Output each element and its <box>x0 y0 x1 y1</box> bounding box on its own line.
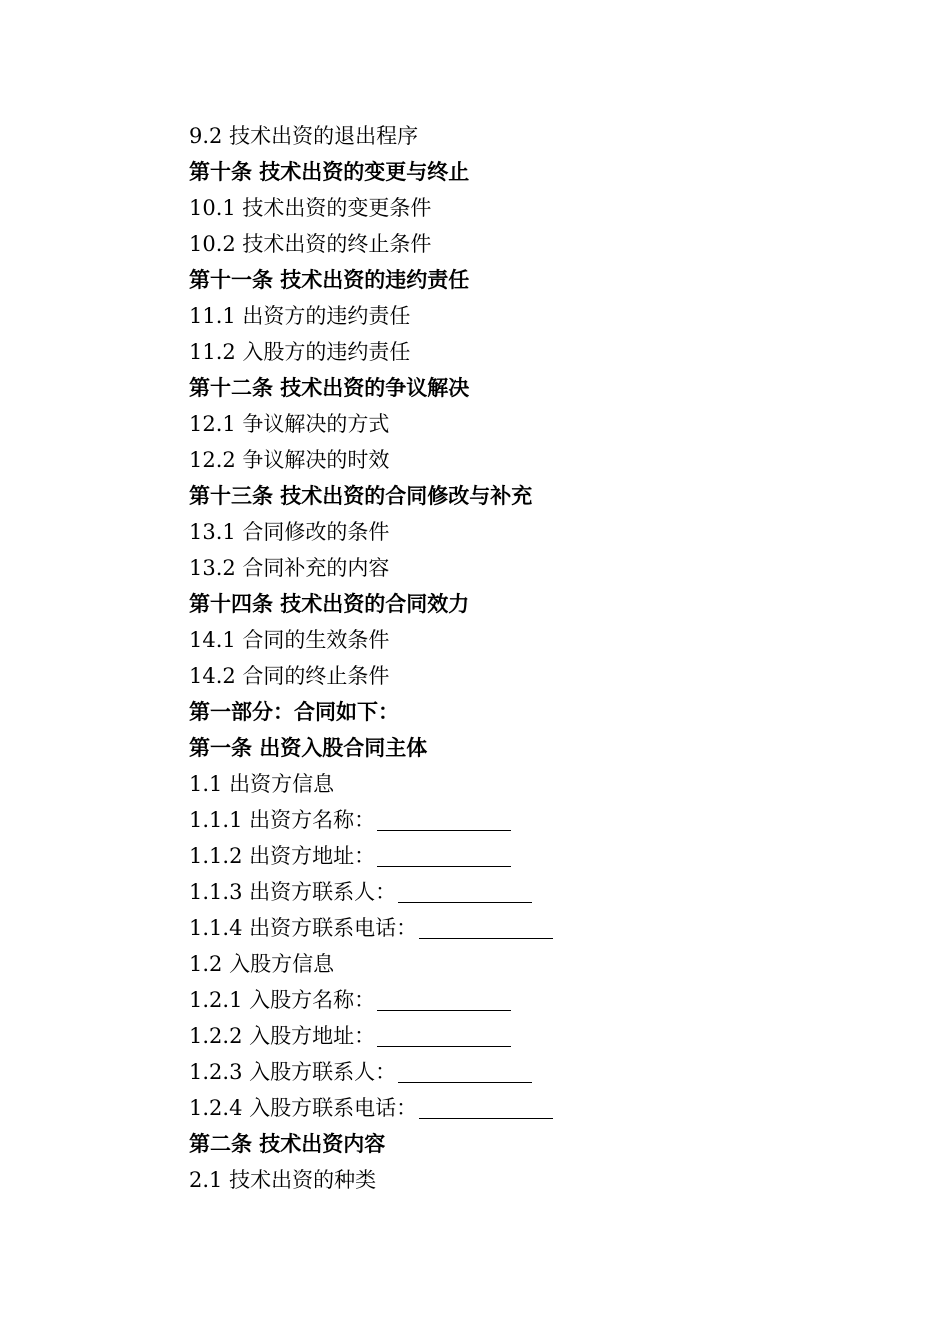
clause-text: 1.1.1 出资方名称： <box>189 808 376 832</box>
clause-text: 14.2 合同的终止条件 <box>189 664 390 688</box>
form-field-line <box>189 1054 889 1090</box>
clause-line <box>189 658 889 694</box>
clause-text: 12.2 争议解决的时效 <box>189 448 390 472</box>
clause-text: 1.2.4 入股方联系电话： <box>189 1096 418 1120</box>
heading-text: 第十二条 技术出资的争议解决 <box>189 376 470 400</box>
clause-text: 1.1.4 出资方联系电话： <box>189 916 418 940</box>
clause-text: 1.2.3 入股方联系人： <box>189 1060 397 1084</box>
fill-in-blank[interactable] <box>377 844 511 867</box>
fill-in-blank[interactable] <box>377 808 511 831</box>
clause-text: 1.2 入股方信息 <box>189 952 335 976</box>
clause-text: 10.2 技术出资的终止条件 <box>189 232 432 256</box>
form-field-line <box>189 838 889 874</box>
heading-text: 第十条 技术出资的变更与终止 <box>189 160 470 184</box>
clause-text: 11.1 出资方的违约责任 <box>189 304 411 328</box>
clause-text: 12.1 争议解决的方式 <box>189 412 390 436</box>
heading-text: 第十一条 技术出资的违约责任 <box>189 268 470 292</box>
section-heading <box>189 730 889 766</box>
clause-text: 13.2 合同补充的内容 <box>189 556 390 580</box>
clause-text: 2.1 技术出资的种类 <box>189 1168 377 1192</box>
clause-line <box>189 514 889 550</box>
fill-in-blank[interactable] <box>419 1096 553 1119</box>
fill-in-blank[interactable] <box>398 1060 532 1083</box>
clause-line <box>189 622 889 658</box>
clause-text: 10.1 技术出资的变更条件 <box>189 196 432 220</box>
form-field-line <box>189 1018 889 1054</box>
heading-text: 第十四条 技术出资的合同效力 <box>189 592 470 616</box>
fill-in-blank[interactable] <box>377 1024 511 1047</box>
fill-in-blank[interactable] <box>377 988 511 1011</box>
section-heading <box>189 586 889 622</box>
heading-text: 第十三条 技术出资的合同修改与补充 <box>189 484 533 508</box>
clause-text: 1.1 出资方信息 <box>189 772 335 796</box>
clause-line <box>189 766 889 802</box>
clause-line <box>189 406 889 442</box>
clause-line <box>189 190 889 226</box>
section-heading <box>189 154 889 190</box>
clause-text: 1.2.2 入股方地址： <box>189 1024 376 1048</box>
document-body <box>189 118 889 1198</box>
clause-text: 1.1.2 出资方地址： <box>189 844 376 868</box>
clause-text: 1.2.1 入股方名称： <box>189 988 376 1012</box>
clause-text: 11.2 入股方的违约责任 <box>189 340 411 364</box>
form-field-line <box>189 982 889 1018</box>
clause-text: 13.1 合同修改的条件 <box>189 520 390 544</box>
clause-line <box>189 442 889 478</box>
form-field-line <box>189 910 889 946</box>
section-heading <box>189 694 889 730</box>
heading-text: 第一部分：合同如下： <box>189 700 399 724</box>
section-heading <box>189 478 889 514</box>
form-field-line <box>189 802 889 838</box>
clause-line <box>189 118 889 154</box>
clause-text: 9.2 技术出资的退出程序 <box>189 124 419 148</box>
clause-line <box>189 1162 889 1198</box>
clause-line <box>189 226 889 262</box>
heading-text: 第二条 技术出资内容 <box>189 1132 386 1156</box>
clause-line <box>189 298 889 334</box>
clause-line <box>189 334 889 370</box>
section-heading <box>189 370 889 406</box>
form-field-line <box>189 1090 889 1126</box>
form-field-line <box>189 874 889 910</box>
heading-text: 第一条 出资入股合同主体 <box>189 736 428 760</box>
fill-in-blank[interactable] <box>398 880 532 903</box>
section-heading <box>189 262 889 298</box>
clause-line <box>189 550 889 586</box>
fill-in-blank[interactable] <box>419 916 553 939</box>
section-heading <box>189 1126 889 1162</box>
clause-line <box>189 946 889 982</box>
clause-text: 14.1 合同的生效条件 <box>189 628 390 652</box>
clause-text: 1.1.3 出资方联系人： <box>189 880 397 904</box>
